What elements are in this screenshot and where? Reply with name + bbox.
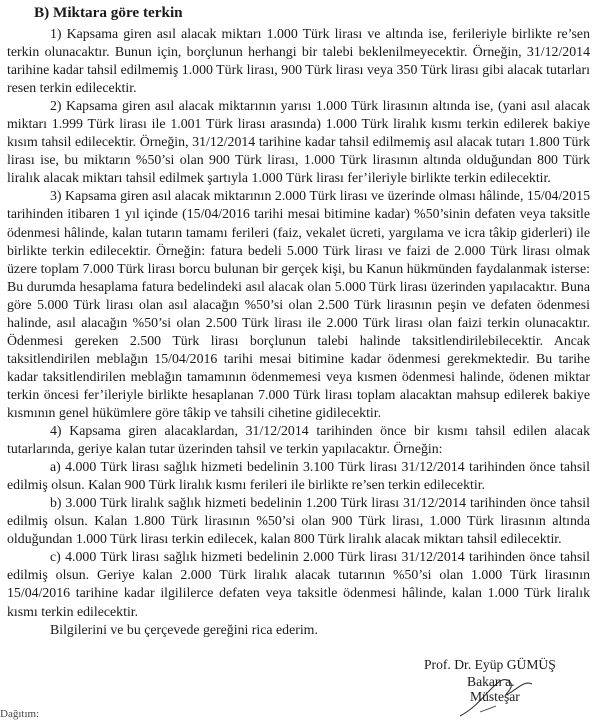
closing-line: Bilgilerini ve bu çerçevede gereğini rica ederim. bbox=[50, 621, 318, 637]
signature-title bbox=[467, 674, 520, 704]
document-body bbox=[7, 25, 590, 639]
footer-fragment: Dağıtım: bbox=[0, 708, 40, 720]
signature-title-line-2: Müsteşar bbox=[470, 689, 520, 704]
example-b: b) 3.000 Türk liralık sağlık hizmeti bedelinin 1.200 Türk lirası 31/12/2014 tarihinden önce tahsil edilmiş olsun. Kalan 1.800 Türk lirasının %50’si olan 900 Türk lirası, 1.000 Türk lirasının altında olduğundan 1.000 Türk lirası terkin edilecek, kalan 800 Türk liralık alacak miktarı tahsil edilecektir. bbox=[7, 495, 590, 547]
example-c: c) 4.000 Türk lirası sağlık hizmeti bedelinin 2.000 Türk lirası 31/12/2014 tarihinden önce tahsil edilmiş olsun. Geriye kalan 2.000 Türk liralık alacak tutarının %50’si olan 1.000 Türk lirasının 15/04/2016 tarihine kadar ilgililerce defaten veya taksitle ödenmesi hâlinde, kalan 1.000 Türk liralık kısmı terkin edilecektir. bbox=[7, 549, 590, 619]
paragraph-3: 3) Kapsama giren asıl alacak miktarının 2.000 Türk lirası ve üzerinde olması hâlinde, 15/04/2015 tarihinden itibaren 1 yıl içinde (15/04/2016 tarihi mesai bitimine kadar) %50’sinin defaten veya taksitle ödenmesi hâlinde, kalan tutarın tamamı ferileri (faiz, vekalet ücreti, yargılama ve icra tâkip giderleri) ile birlikte terkin edilecektir. Örneğin: fatura bedeli 5.000 Türk lirası ve faizi de 2.000 Türk lirası olmak üzere toplam 7.000 Türk lirası borcu bulunan bir gerçek kişi, bu Kanun hükmünden faydalanmak isterse: Bu durumda hesaplama fatura bedelindeki asıl alacak olan 5.000 Türk lirası üzerinden yapılacaktır. Buna göre 5.000 Türk lirası olan asıl alacağın %50’si olan 2.500 Türk lirasının peşin ve defaten ödenmesi halinde, asıl alacağın %50’si olan 2.500 Türk lirası ile 2.000 Türk lirası olan faizi terkin olunacaktır. Ödenmesi gereken 2.500 Türk lirası borçlunun talebi halinde taksitlendirilebilecektir. Ancak taksitlendirilen meblağın 15/04/2016 tarihi mesai bitimine kadar ödenmesi gerekmektedir. Bu tarihe kadar taksitlendirilen meblağın tamamının ödenmemesi veya kısmen ödenmesi halinde, ödenen miktar terkin öncesi fer’ileriyle birlikte hesaplanan 7.000 Türk lirası toplam alacaktan mahsup edilerek bakiye kısmının genel hükümlere göre tâkip ve tahsili cihetine gidilecektir. bbox=[7, 188, 590, 420]
paragraph-1: 1) Kapsama giren asıl alacak miktarı 1.000 Türk lirası ve altında ise, ferileriyle birlikte re’sen terkin olunacaktır. Bunun için, borçlunun herhangi bir talebi beklenilmeyecektir. Örneğin, 31/12/2014 tarihine kadar tahsil edilmemiş 1.000 Türk lirası, 900 Türk lirası veya 350 Türk lirası gibi alacak tutarları resen terkin edilecektir. bbox=[7, 26, 590, 96]
paragraph-4: 4) Kapsama giren alacaklardan, 31/12/2014 tarihinden önce bir kısmı tahsil edilen alacak tutarlarında, geriye kalan tutar üzerinden tahsil ve terkin yapılacaktır. Örneğin: bbox=[7, 423, 590, 457]
signature-title-line-1: Bakan a. bbox=[467, 674, 515, 689]
example-a: a) 4.000 Türk lirası sağlık hizmeti bedelinin 3.100 Türk lirası 31/12/2014 tarihinden önce tahsil edilmiş olsun. Kalan 900 Türk liralık kısmı ferileri ile birlikte re’sen terkin edilecektir. bbox=[7, 459, 590, 493]
signature-name: Prof. Dr. Eyüp GÜMÜŞ bbox=[424, 657, 556, 672]
section-heading: B) Miktara göre terkin bbox=[34, 4, 183, 21]
paragraph-2: 2) Kapsama giren asıl alacak miktarının yarısı 1.000 Türk lirasının altında ise, (yani asıl alacak miktarı 1.999 Türk lirası ile 1.001 Türk lirası arasında) 1.000 Türk liralık kısmı terkin edilerek bakiye kısım tahsil edilecektir. Örneğin, 31/12/2014 tarihine kadar tahsil edilmemiş asıl alacak tutarı 1.800 Türk lirası ise, bu miktarın %50’si olan 900 Türk lirası, 1.000 Türk lirasının altında olduğundan 800 Türk liralık alacak miktarı tahsil edilmek şartıyla 1.000 Türk lirası fer’ileriyle birlikte terkin edilecektir. bbox=[7, 98, 590, 186]
